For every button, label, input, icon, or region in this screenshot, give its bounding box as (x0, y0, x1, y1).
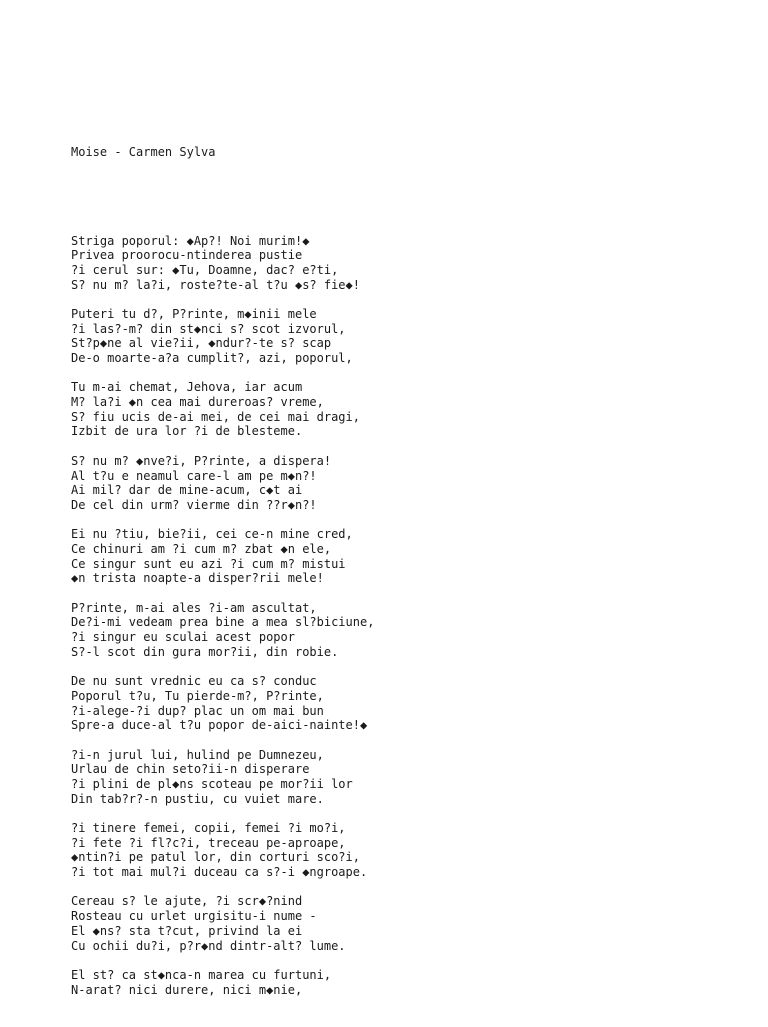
poem-line: Al t?u e neamul care-l am pe m◆n?! (71, 468, 317, 483)
poem-line: Ce singur sunt eu azi ?i cum m? mistui (71, 556, 346, 571)
poem-body (71, 234, 751, 998)
poem-line: S? nu m? ◆nve?i, P?rinte, a dispera! (71, 453, 332, 468)
poem-line: ?i-alege-?i dup? plac un om mai bun (71, 703, 324, 718)
poem-line: Spre-a duce-al t?u popor de-aici-nainte!◆ (71, 718, 368, 733)
poem-line: Cu ochii du?i, p?r◆nd dintr-alt? lume. (71, 938, 346, 953)
stanza (71, 234, 751, 293)
poem-line: ?i tinere femei, copii, femei ?i mo?i, (71, 821, 346, 835)
poem-line: S?-l scot din gura mor?ii, din robie. (71, 644, 339, 659)
poem-line: S? nu m? la?i, roste?te-al t?u ◆s? fie◆! (71, 277, 360, 292)
poem-line: ?i plini de pl◆ns scoteau pe mor?ii lor (71, 776, 353, 791)
stanza (71, 748, 751, 807)
poem-line: ◆ntin?i pe patul lor, din corturi sco?i, (71, 850, 360, 865)
stanza (71, 454, 751, 513)
stanza (71, 380, 751, 439)
poem-line: El ◆ns? sta t?cut, privind la ei (71, 923, 303, 938)
poem-line: Privea proorocu-ntinderea pustie (71, 248, 303, 263)
stanza (71, 674, 751, 733)
poem-line: P?rinte, m-ai ales ?i-am ascultat, (71, 600, 317, 615)
poem-line: Tu m-ai chemat, Jehova, iar acum (71, 380, 303, 395)
poem-line: Ai mil? dar de mine-acum, c◆t ai (71, 483, 303, 498)
document-page (71, 116, 751, 1027)
stanza (71, 968, 751, 997)
poem-line: De?i-mi vedeam prea bine a mea sl?biciune, (71, 615, 375, 630)
poem-line: ?i-n jurul lui, hulind pe Dumnezeu, (71, 747, 324, 762)
poem-line: Din tab?r?-n pustiu, cu vuiet mare. (71, 791, 324, 806)
stanza (71, 527, 751, 586)
stanza (71, 894, 751, 953)
poem-line: ?i singur eu sculai acest popor (71, 630, 295, 645)
poem-line: ?i tot mai mul?i duceau ca s?-i ◆ngroape. (71, 865, 368, 880)
poem-line: S? fiu ucis de-ai mei, de cei mai dragi, (71, 409, 360, 424)
poem-line: Ce chinuri am ?i cum m? zbat ◆n ele, (71, 541, 332, 556)
stanza (71, 307, 751, 366)
poem-line: ◆n trista noapte-a disper?rii mele! (71, 571, 324, 586)
poem-line: ?i cerul sur: ◆Tu, Doamne, dac? e?ti, (71, 262, 339, 277)
poem-line: Rosteau cu urlet urgisitu-i nume - (71, 909, 317, 924)
stanza (71, 821, 751, 880)
poem-line: ?i las?-m? din st◆nci s? scot izvorul, (71, 321, 346, 336)
poem-line: St?p◆ne al vie?ii, ◆ndur?-te s? scap (71, 336, 332, 351)
poem-line: Ei nu ?tiu, bie?ii, cei ce-n mine cred, (71, 527, 353, 542)
poem-line: ?i fete ?i fl?c?i, treceau pe-aproape, (71, 835, 346, 850)
poem-line: De cel din urm? vierme din ??r◆n?! (71, 497, 317, 512)
poem-line: Izbit de ura lor ?i de blesteme. (71, 424, 303, 439)
poem-line: M? la?i ◆n cea mai dureroas? vreme, (71, 395, 324, 410)
poem-line: Poporul t?u, Tu pierde-m?, P?rinte, (71, 688, 324, 703)
poem-line: De-o moarte-a?a cumplit?, azi, poporul, (71, 351, 353, 365)
poem-line: Puteri tu d?, P?rinte, m◆inii mele (71, 306, 317, 321)
poem-line: Striga poporul: ◆Ap?! Noi murim!◆ (71, 233, 310, 248)
poem-line: Cereau s? le ajute, ?i scr◆?nind (71, 894, 303, 909)
poem-line: De nu sunt vrednic eu ca s? conduc (71, 674, 317, 689)
stanza (71, 601, 751, 660)
document-title: Moise - Carmen Sylva (71, 145, 216, 160)
poem-line: N-arat? nici durere, nici m◆nie, (71, 982, 303, 997)
poem-line: Urlau de chin seto?ii-n disperare (71, 762, 310, 777)
poem-line: El st? ca st◆nca-n marea cu furtuni, (71, 967, 332, 982)
